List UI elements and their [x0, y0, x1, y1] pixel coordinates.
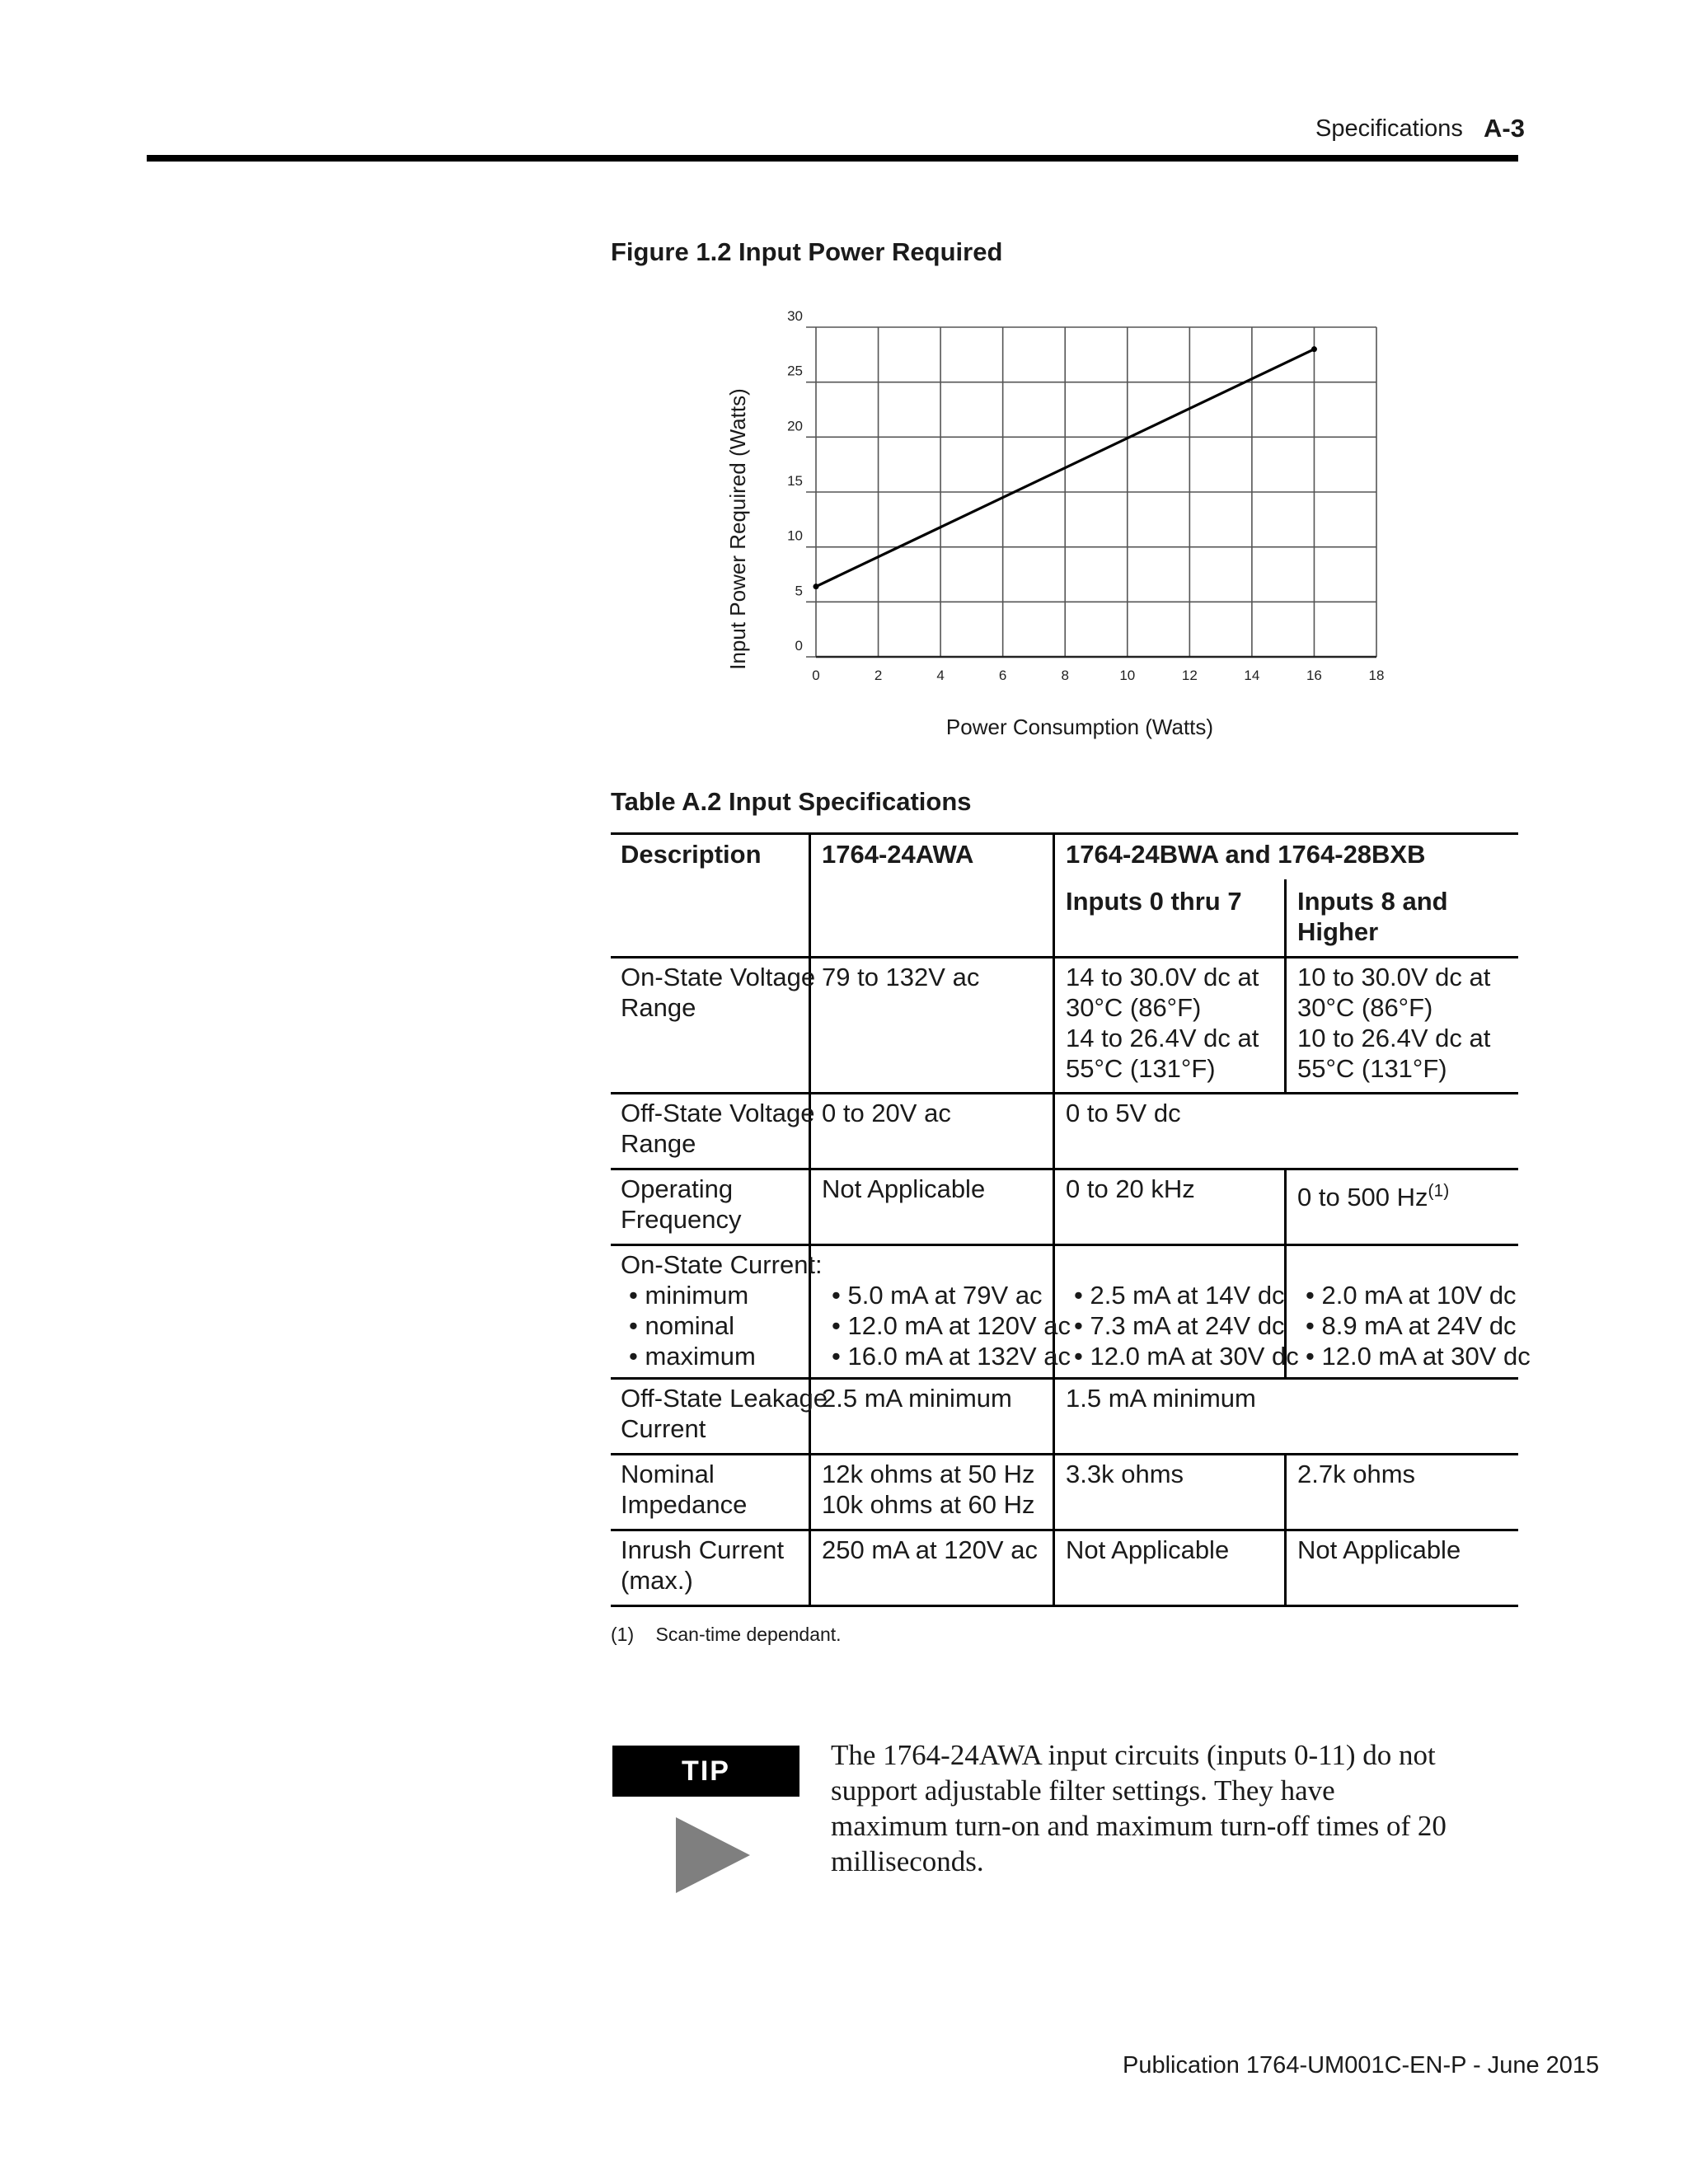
table-rule: [611, 1529, 1518, 1531]
series-point: [814, 583, 819, 589]
figure-title: Figure 1.2 Input Power Required: [611, 237, 1003, 266]
footnote-text: Scan-time dependant.: [655, 1624, 842, 1645]
row-on-voltage-in8: [1297, 962, 1490, 1084]
table-rule: [611, 832, 1518, 835]
page-header: [0, 0, 1688, 165]
row-on-current-in07: [1074, 1280, 1299, 1371]
row-inrush-desc: [621, 1535, 784, 1596]
header-inputs-0-7: Inputs 0 thru 7: [1066, 887, 1242, 916]
bullet-item: • minimum: [621, 1280, 823, 1310]
cell-line: 30°C (86°F): [1066, 993, 1202, 1022]
row-on-current-awa: [832, 1280, 1071, 1371]
cell-line: On-State Current:: [621, 1250, 823, 1279]
chart-grid: [806, 327, 1376, 657]
y-tick-label: 5: [795, 583, 803, 599]
x-tick-label: 4: [936, 668, 945, 683]
x-tick-label: 6: [998, 668, 1007, 683]
bullet-item: • 12.0 mA at 30V dc: [1306, 1341, 1531, 1371]
cell-line: 0 to 500 Hz: [1297, 1183, 1428, 1212]
cell-line: (max.): [621, 1566, 693, 1595]
y-tick-label: 20: [787, 418, 803, 434]
input-power-chart: [725, 305, 1401, 742]
x-axis-label: Power Consumption (Watts): [945, 715, 1214, 739]
publication-footer: Publication 1764-UM001C-EN-P - June 2015: [1123, 2052, 1600, 2079]
x-tick-labels: [812, 668, 1384, 683]
row-inrush-in07: [1066, 1535, 1229, 1565]
cell-line: Not Applicable: [1297, 1535, 1461, 1564]
y-axis-label: Input Power Required (Watts): [725, 388, 750, 670]
footnote-mark: (1): [611, 1624, 635, 1645]
bullet-item: • 12.0 mA at 30V dc: [1074, 1341, 1299, 1371]
table-rule: [1284, 1453, 1287, 1605]
bullet-item: • 7.3 mA at 24V dc: [1074, 1310, 1299, 1341]
y-tick-label: 30: [787, 308, 803, 324]
row-impedance-desc: [621, 1459, 747, 1520]
row-on-voltage-awa: [822, 962, 979, 992]
cell-line: 3.3k ohms: [1066, 1460, 1184, 1488]
row-on-current-desc: [621, 1249, 823, 1371]
bullet-item: • nominal: [621, 1310, 823, 1341]
page-number: A-3: [1484, 114, 1525, 143]
cell-line: Operating: [621, 1174, 734, 1203]
header-inputs-8-higher: [1297, 886, 1448, 947]
footnote-ref: (1): [1428, 1181, 1450, 1201]
table-rule: [611, 1092, 1518, 1094]
cell-line: Range: [621, 993, 696, 1022]
row-on-voltage-desc: [621, 962, 815, 1023]
row-inrush-awa: [822, 1535, 1038, 1565]
series-point: [1311, 346, 1317, 352]
x-tick-label: 14: [1244, 668, 1260, 683]
table-rule: [611, 1244, 1518, 1246]
cell-line: 55°C (131°F): [1066, 1054, 1216, 1083]
cell-line: 14 to 30.0V dc at: [1066, 963, 1259, 991]
x-tick-label: 18: [1368, 668, 1385, 683]
x-tick-label: 16: [1306, 668, 1322, 683]
row-leakage-awa: [822, 1383, 1012, 1413]
bullet-item: • 16.0 mA at 132V ac: [832, 1341, 1071, 1371]
table-title: Table A.2 Input Specifications: [611, 787, 972, 816]
cell-line: Not Applicable: [822, 1174, 986, 1203]
cell-line: 79 to 132V ac: [822, 963, 980, 991]
row-impedance-in07: [1066, 1459, 1184, 1489]
cell-line: 0 to 20V ac: [822, 1099, 951, 1127]
row-off-voltage-desc: [621, 1098, 815, 1159]
header-1764-24bwa: 1764-24BWA and 1764-28BXB: [1066, 840, 1426, 869]
cell-line: Nominal: [621, 1460, 715, 1488]
cell-line: Inrush Current: [621, 1535, 785, 1564]
cell-line: 2.5 mA minimum: [822, 1384, 1012, 1413]
row-off-voltage-bwa: [1066, 1098, 1181, 1128]
cell-line: 1.5 mA minimum: [1066, 1384, 1256, 1413]
table-rule: [611, 1377, 1518, 1380]
cell-line: Off-State Leakage: [621, 1384, 828, 1413]
y-tick-label: 15: [787, 473, 803, 489]
input-specifications-table: [611, 832, 1531, 1611]
bullet-item: • 12.0 mA at 120V ac: [832, 1310, 1071, 1341]
row-on-current-in8: [1306, 1280, 1531, 1371]
row-on-voltage-in07: [1066, 962, 1259, 1084]
header-inputs-8-line: Higher: [1297, 917, 1379, 946]
table-rule: [1056, 879, 1518, 881]
x-tick-label: 8: [1061, 668, 1069, 683]
cell-line: 12k ohms at 50 Hz: [822, 1460, 1035, 1488]
x-tick-label: 2: [874, 668, 883, 683]
cell-line: On-State Voltage: [621, 963, 816, 991]
cell-line: Not Applicable: [1066, 1535, 1230, 1564]
row-frequency-awa: [822, 1174, 985, 1204]
cell-line: 30°C (86°F): [1297, 993, 1433, 1022]
row-frequency-in07: [1066, 1174, 1195, 1204]
table-rule: [611, 1453, 1518, 1455]
tip-label: TIP: [612, 1746, 799, 1797]
cell-line: Frequency: [621, 1205, 742, 1234]
header-inputs-8-line: Inputs 8 and: [1297, 887, 1448, 916]
bullet-item: • 5.0 mA at 79V ac: [832, 1280, 1071, 1310]
table-rule: [611, 956, 1518, 958]
cell-line: Off-State Voltage: [621, 1099, 815, 1127]
cell-line: Current: [621, 1414, 706, 1443]
header-1764-24awa: 1764-24AWA: [822, 840, 974, 869]
y-tick-label: 25: [787, 363, 803, 379]
x-tick-label: 10: [1119, 668, 1136, 683]
table-rule: [611, 1168, 1518, 1170]
row-impedance-in8: [1297, 1459, 1415, 1489]
bullet-item: • maximum: [621, 1341, 823, 1371]
bullet-item: • 8.9 mA at 24V dc: [1306, 1310, 1531, 1341]
header-rule: [147, 155, 1518, 162]
cell-line: 250 mA at 120V ac: [822, 1535, 1038, 1564]
table-rule: [1284, 879, 1287, 1092]
play-arrow-icon: [676, 1817, 752, 1893]
table-rule: [1053, 832, 1055, 1605]
cell-line: 0 to 20 kHz: [1066, 1174, 1195, 1203]
cell-line: 10 to 30.0V dc at: [1297, 963, 1491, 991]
cell-line: Impedance: [621, 1490, 748, 1519]
cell-line: 55°C (131°F): [1297, 1054, 1447, 1083]
cell-line: Range: [621, 1129, 696, 1158]
cell-line: 2.7k ohms: [1297, 1460, 1416, 1488]
running-header-section: Specifications: [1315, 115, 1463, 142]
header-description: Description: [621, 840, 762, 869]
row-leakage-desc: [621, 1383, 828, 1444]
y-tick-label: 0: [795, 638, 803, 654]
bullet-item: • 2.0 mA at 10V dc: [1306, 1280, 1531, 1310]
table-rule: [611, 1605, 1518, 1607]
row-leakage-bwa: [1066, 1383, 1256, 1413]
x-tick-label: 0: [812, 668, 820, 683]
row-off-voltage-awa: [822, 1098, 951, 1128]
cell-line: 10 to 26.4V dc at: [1297, 1024, 1491, 1052]
row-frequency-in8: [1297, 1182, 1449, 1212]
tip-text: The 1764-24AWA input circuits (inputs 0-11) do not support adjustable filter settings. They have maximum turn-on and maximum turn-off times of 20 milliseconds.: [831, 1739, 1447, 1877]
cell-line: 0 to 5V dc: [1066, 1099, 1181, 1127]
y-tick-label: 10: [787, 527, 803, 544]
x-tick-label: 12: [1181, 668, 1198, 683]
bullet-item: • 2.5 mA at 14V dc: [1074, 1280, 1299, 1310]
row-inrush-in8: [1297, 1535, 1461, 1565]
row-impedance-awa: [822, 1459, 1034, 1520]
table-footnote: [611, 1624, 842, 1646]
cell-line: 14 to 26.4V dc at: [1066, 1024, 1259, 1052]
table-rule: [809, 832, 811, 1605]
row-frequency-desc: [621, 1174, 741, 1235]
cell-line: 10k ohms at 60 Hz: [822, 1490, 1035, 1519]
y-tick-labels: [787, 308, 803, 654]
